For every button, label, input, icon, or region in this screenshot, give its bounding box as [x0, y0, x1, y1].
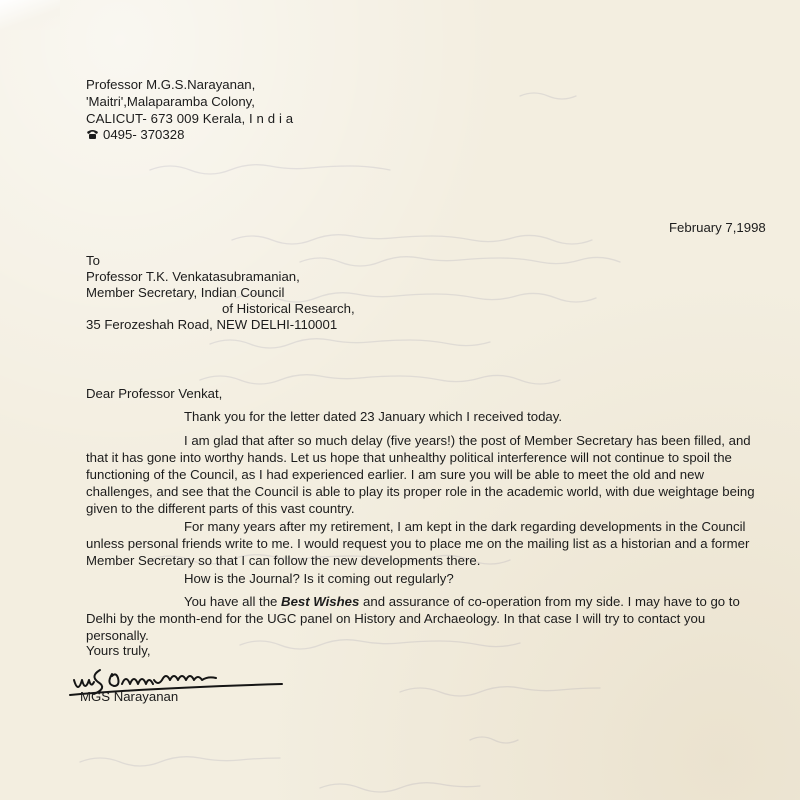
paragraph-5-text-before: You have all the	[184, 594, 282, 609]
signature-name: MGS Narayanan	[80, 689, 179, 704]
recipient-name: Professor T.K. Venkatasubramanian,	[86, 269, 300, 284]
paragraph-5	[86, 593, 762, 644]
best-wishes-emphasis: Best Wishes	[281, 594, 360, 609]
recipient-address-line4: 35 Ferozeshah Road, NEW DELHI-110001	[86, 317, 338, 332]
sender-address-line2: CALICUT- 673 009 Kerala, I n d i a	[86, 111, 294, 126]
paragraph-5-text-after: and assurance of co-operation from my side. I may have to go to Delhi by the month-end for the UGC panel on History and Archaeology. In that case I will try to contact you personally.	[86, 594, 740, 643]
paragraph-3: For many years after my retirement, I am kept in the dark regarding developments in the Council unless personal friends write to me. I would request you to place me on the mailing list as a historian and a former Member Secretary so that I can follow the new developments there.	[86, 519, 750, 568]
letter-date: February 7,1998	[669, 220, 766, 235]
closing: Yours truly,	[86, 643, 151, 658]
paragraph-1: Thank you for the letter dated 23 January which I received today.	[184, 409, 563, 424]
recipient-address-line3: of Historical Research,	[222, 301, 355, 316]
telephone-icon	[86, 129, 99, 140]
sender-name: Professor M.G.S.Narayanan,	[86, 77, 256, 92]
paragraph-4: How is the Journal? Is it coming out regularly?	[184, 571, 454, 586]
sender-address-line1: 'Maitri',Malaparamba Colony,	[86, 94, 255, 109]
recipient-to-label: To	[86, 253, 100, 268]
recipient-address-line2: Member Secretary, Indian Council	[86, 285, 285, 300]
salutation: Dear Professor Venkat,	[86, 386, 223, 401]
paragraph-2: I am glad that after so much delay (five years!) the post of Member Secretary has been filled, and that it has gone into worthy hands. Let us hope that unhealthy political interference will not continue to spoil the functioning of the Council, as I had experienced earlier. I am sure you will be able to meet the old and new challenges, and see that the Council is able to play its proper role in the academic world, with due weightage being given to the different parts of this vast country.	[86, 433, 755, 516]
sender-phone-number: 0495- 370328	[103, 127, 185, 142]
sender-phone	[86, 127, 184, 143]
